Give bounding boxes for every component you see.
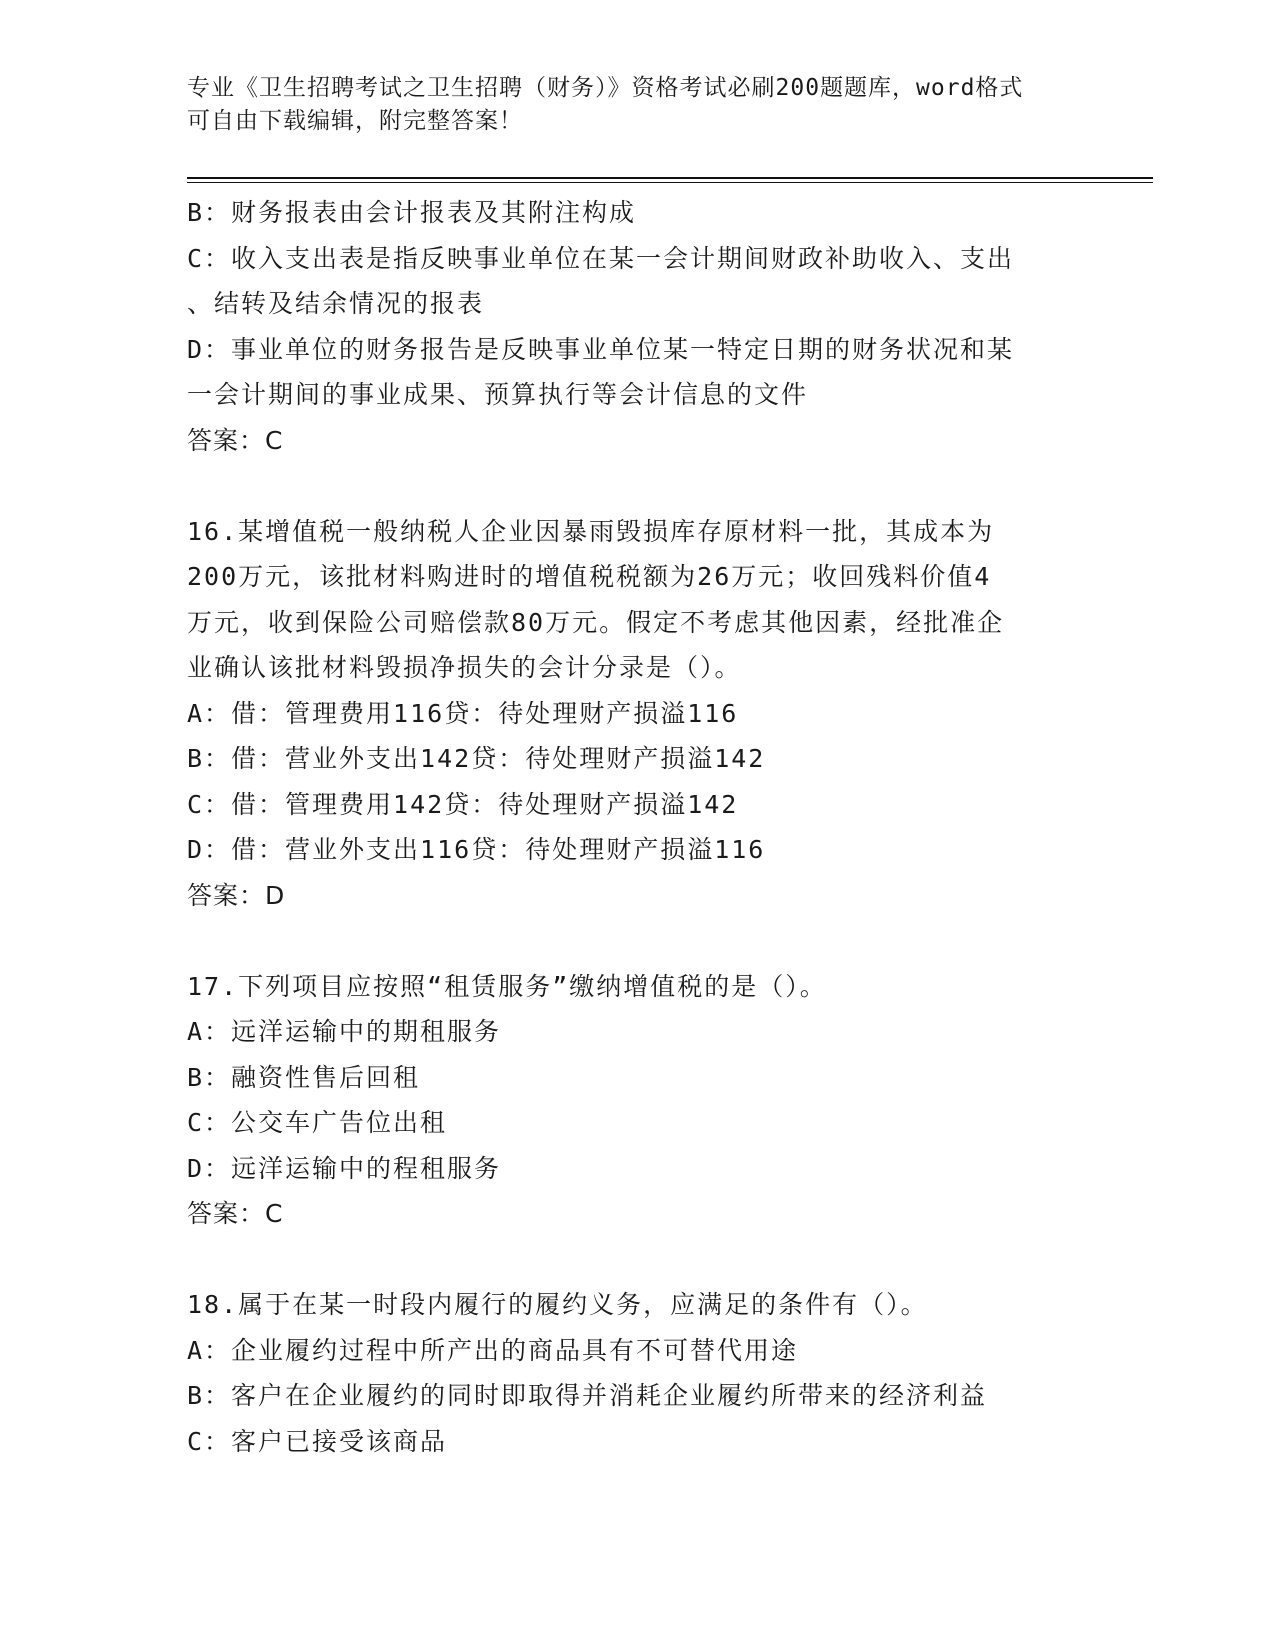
spacer — [187, 463, 1087, 509]
question-block — [187, 964, 1087, 1237]
question-block — [187, 1282, 1087, 1464]
question-stem-line: 万元，收到保险公司赔偿款80万元。假定不考虑其他因素，经批准企 — [187, 607, 1005, 637]
question-block — [187, 509, 1087, 919]
option-line: B：融资性售后回租 — [187, 1062, 421, 1092]
spacer — [187, 918, 1087, 964]
question-stem-line: 17.下列项目应按照“租赁服务”缴纳增值税的是（）。 — [187, 971, 827, 1001]
option-line: C：客户已接受该商品 — [187, 1426, 448, 1456]
header-line-1: 专业《卫生招聘考试之卫生招聘（财务）》资格考试必刷200题题库，word格式 — [187, 75, 1024, 101]
question-stem-line: 业确认该批材料毁损净损失的会计分录是（）。 — [187, 653, 742, 682]
header-divider-thick — [187, 177, 1153, 179]
document-header — [187, 72, 1067, 138]
question-block — [187, 190, 1087, 463]
header-divider-thin — [187, 182, 1153, 183]
option-line: A：借：管理费用116贷：待处理财产损溢116 — [187, 698, 739, 728]
question-stem-line: 200万元，该批材料购进时的增值税税额为26万元；收回残料价值4 — [187, 562, 992, 591]
option-line: 、结转及结余情况的报表 — [187, 289, 485, 318]
option-line: A：企业履约过程中所产出的商品具有不可替代用途 — [187, 1335, 799, 1365]
option-line: D：事业单位的财务报告是反映事业单位某一特定日期的财务状况和某 — [187, 334, 1015, 364]
option-line: B：借：营业外支出142贷：待处理财产损溢142 — [187, 744, 766, 773]
header-line-2: 可自由下载编辑，附完整答案！ — [187, 108, 523, 134]
answer-line: 答案：C — [187, 425, 284, 455]
option-line: D：借：营业外支出116贷：待处理财产损溢116 — [187, 835, 766, 864]
question-stem-line: 18.属于在某一时段内履行的履约义务，应满足的条件有（）。 — [187, 1290, 928, 1319]
answer-line: 答案：D — [187, 880, 286, 910]
question-stem-line: 16.某增值税一般纳税人企业因暴雨毁损库存原材料一批，其成本为 — [187, 516, 995, 546]
option-line: C：收入支出表是指反映事业单位在某一会计期间财政补助收入、支出 — [187, 243, 1015, 273]
option-line: A：远洋运输中的期租服务 — [187, 1017, 502, 1046]
option-line: D：远洋运输中的程租服务 — [187, 1153, 502, 1183]
option-line: C：公交车广告位出租 — [187, 1108, 448, 1137]
spacer — [187, 1237, 1087, 1283]
option-line: C：借：管理费用142贷：待处理财产损溢142 — [187, 789, 739, 819]
question-content — [187, 190, 1087, 1464]
option-line: 一会计期间的事业成果、预算执行等会计信息的文件 — [187, 380, 809, 409]
option-line: B：客户在企业履约的同时即取得并消耗企业履约所带来的经济利益 — [187, 1381, 988, 1410]
option-line: B：财务报表由会计报表及其附注构成 — [187, 198, 637, 227]
answer-line: 答案：C — [187, 1199, 284, 1228]
